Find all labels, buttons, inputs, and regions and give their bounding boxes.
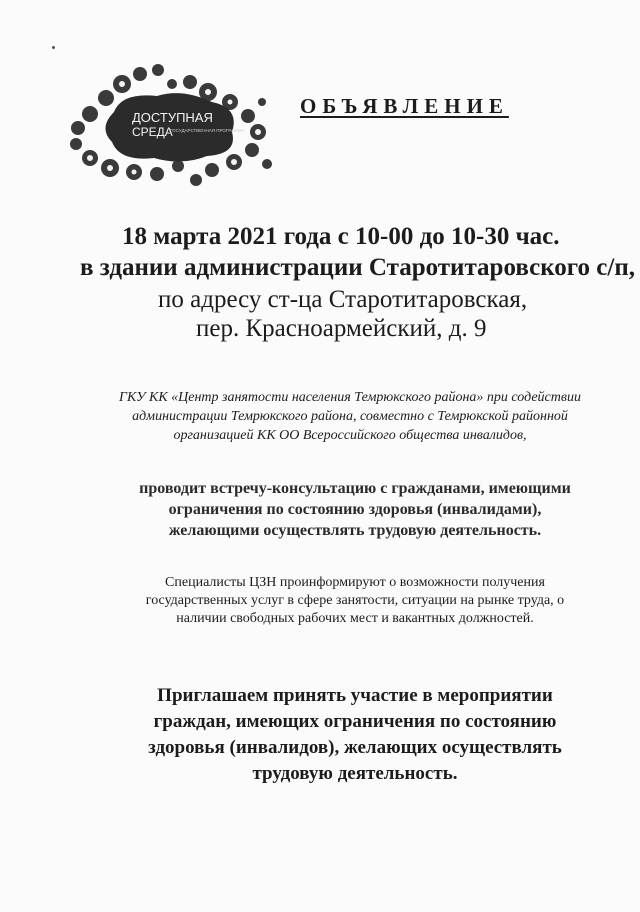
- organizer-paragraph: [80, 388, 620, 445]
- invitation-line: Приглашаем принять участие в мероприятии: [157, 685, 553, 706]
- logo-line1: ДОСТУПНАЯ: [132, 110, 213, 125]
- logo-line2: СРЕДА: [132, 125, 173, 139]
- invitation-line: граждан, имеющих ограничения по состоянию: [153, 711, 557, 732]
- purpose-line: ограничения по состоянию здоровья (инвалидами),: [168, 501, 542, 518]
- specialists-paragraph: [85, 574, 625, 628]
- organizer-line: ГКУ КК «Центр занятости населения Темрюкского района» при содействии: [119, 390, 581, 405]
- logo-subtitle: ГОСУДАРСТВЕННАЯ ПРОГРАММА: [170, 128, 245, 133]
- purpose-paragraph: [85, 478, 625, 541]
- organizer-line: организацией КК ОО Всероссийского общества инвалидов,: [173, 428, 527, 443]
- invitation-paragraph: [85, 683, 625, 787]
- accessible-environment-logo: [62, 62, 277, 192]
- announcement-title: ОБЪЯВЛЕНИЕ: [300, 94, 509, 118]
- event-address-line1: по адресу ст-ца Старотитаровская,: [158, 286, 528, 313]
- event-venue: в здании администрации Старотитаровского с/п,: [80, 254, 635, 281]
- purpose-line: проводит встречу-консультацию с гражданами, имеющими: [139, 480, 571, 497]
- scan-speck: [52, 46, 55, 49]
- event-date-time: 18 марта 2021 года с 10-00 до 10-30 час.: [122, 223, 560, 250]
- invitation-line: здоровья (инвалидов), желающих осуществлять: [148, 737, 562, 758]
- logo-graphic: [62, 62, 277, 192]
- event-address-line2: пер. Красноармейский, д. 9: [196, 315, 487, 342]
- specialists-line: государственных услуг в сфере занятости, ситуации на рынке труда, о: [145, 593, 565, 608]
- specialists-line: Специалисты ЦЗН проинформируют о возможности получения: [165, 575, 545, 590]
- invitation-line: трудовую деятельность.: [252, 763, 458, 784]
- organizer-line: администрации Темрюкского района, совместно с Темрюкской районной: [132, 409, 568, 424]
- purpose-line: желающими осуществлять трудовую деятельность.: [168, 522, 542, 539]
- specialists-line: наличии свободных рабочих мест и вакантных должностей.: [176, 611, 534, 626]
